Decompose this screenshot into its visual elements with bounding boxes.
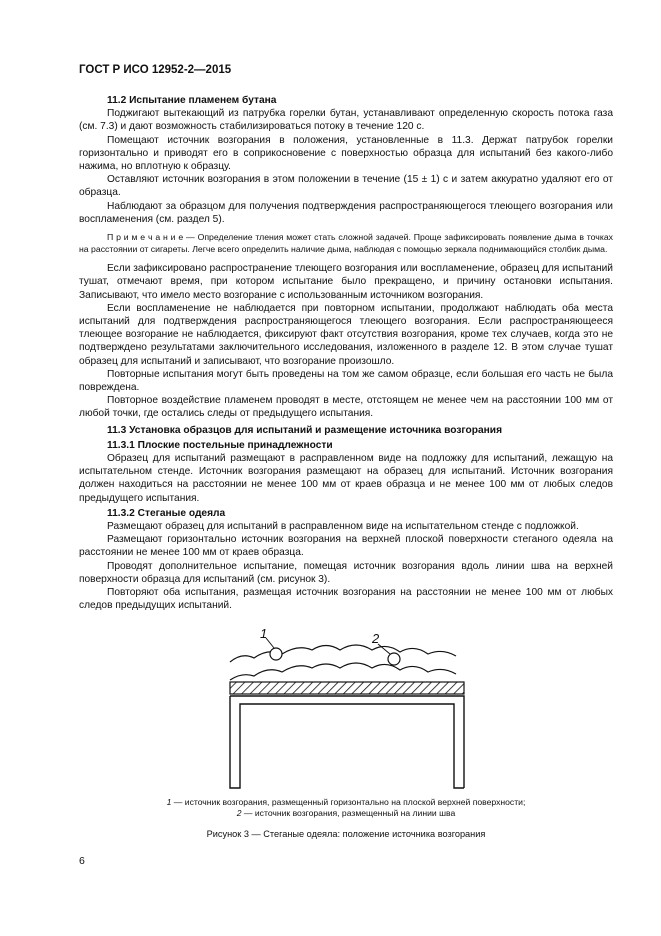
paragraph: Повторное воздействие пламенем проводят в месте, отстоящем не менее чем на расстоянии 100 мм от любой точки, где остались следы от предыдущего испытания. [79, 395, 613, 420]
section-heading-11-2: 11.2 Испытание пламенем бутана [107, 95, 277, 106]
test-stand [230, 696, 464, 788]
caption-number-2: 2 [236, 808, 242, 818]
paragraph: Проводят дополнительное испытание, помещая источник возгорания вдоль линии шва на верхней поверхности образца для испытаний (см. рисунок 3). [79, 560, 613, 585]
paragraph: Если зафиксировано распространение тлеющего возгорания или воспламенение, образец для испытаний тушат, отмечают время, при котором испытание было прекращено, и причину остановки испытания. Записывают, что имело место возгорание с использованным источником возгорания. [79, 263, 613, 301]
paragraph: Размещают горизонтально источник возгорания на верхней плоской поверхности стеганого одеяла на расстоянии не менее 100 мм от краев образца. [79, 534, 613, 559]
figure-title: Рисунок 3 — Стеганые одеяла: положение источника возгорания [206, 829, 486, 839]
paragraph: Оставляют источник возгорания в этом положении в течение (15 ± 1) с и затем аккуратно удаляют его от образца. [79, 174, 613, 199]
document-body [79, 92, 613, 613]
paragraph: Поджигают вытекающий из патрубка горелки бутан, устанавливают определенную скорость потока газа (см. 7.3) и дают возможность стабилизироваться потоку в течение 120 с. [79, 108, 613, 133]
figure-label-1: 1 [260, 628, 268, 641]
section-heading-11-3: 11.3 Установка образцов для испытаний и размещение источника возгорания [107, 424, 503, 436]
quilt-lower-edge [230, 663, 456, 680]
page-number: 6 [79, 855, 85, 867]
caption-number-1: 1 [166, 797, 172, 807]
paragraph: Помещают источник возгорания в положения, установленные в 11.3. Держат патрубок горелки горизонтально и приводят его в соприкосновение с поверхностью образца для испытаний без какого-либо нажима, но вплотную к образцу. [79, 134, 613, 173]
note-label: П р и м е ч а н и е — [107, 232, 195, 243]
ignition-source-2 [388, 653, 400, 665]
section-heading-11-3-2: 11.3.2 Стеганые одеяла [107, 507, 226, 519]
figure-caption-2 [79, 808, 613, 820]
note-text: Определение тления может стать сложной задачей. Проще зафиксировать появление дыма в точках на расстоянии от сигареты. Легче всего определить наличие дыма, наблюдая с помощью зеркала поднимающийся столбик дыма. [79, 232, 614, 254]
figure-label-2: 2 [372, 631, 380, 646]
paragraph: Наблюдают за образцом для получения подтверждения распространяющегося тлеющего возгорания или воспламенения (см. раздел 5). [79, 200, 613, 225]
figure-3-quilt-diagram [222, 628, 472, 790]
test-substrate [230, 682, 464, 694]
figure-caption-1 [79, 797, 613, 809]
note [79, 232, 613, 255]
paragraph: Если воспламенение не наблюдается при повторном испытании, продолжают наблюдать оба места испытаний для подтверждения распространяющегося тлеющего возгорания. Если распространяющееся тлеющее возгорание не наблюдается, фиксируют факт отсутствия возгорания, кроме тех случаев, когда это не подтверждено результатами заключительного исследования, изложенного в разделе 12. В этом случае тушат образец для испытаний и записывают, что возгорание произошло. [79, 302, 613, 367]
leader-line-2 [378, 644, 390, 654]
ignition-source-1 [270, 648, 282, 660]
paragraph: Повторяют оба испытания, размещая источник возгорания на расстоянии не менее 100 мм от любых следов предыдущих испытаний. [79, 587, 613, 612]
paragraph: Размещают образец для испытаний в расправленном виде на испытательном стенде с подложкой. [107, 521, 579, 533]
document-header: ГОСТ Р ИСО 12952-2—2015 [79, 64, 232, 76]
caption-text-2: — источник возгорания, размещенный на линии шва [241, 808, 456, 818]
paragraph: Повторные испытания могут быть проведены на том же самом образце, если большая его часть не была повреждена. [79, 368, 613, 394]
quilt-upper-edge [230, 645, 456, 662]
caption-text-1: — источник возгорания, размещенный горизонтально на плоской верхней поверхности; [171, 797, 526, 807]
paragraph: Образец для испытаний размещают в расправленном виде на подложку для испытаний, лежащую на испытательном стенде. Источник возгорания размещают на образец для испытаний. Источник возгорания должен находиться на расстоянии не менее 100 мм от краев образца и не менее 100 мм от любых следов предыдущего испытания. [79, 453, 613, 504]
section-heading-11-3-1: 11.3.1 Плоские постельные принадлежности [107, 439, 333, 451]
